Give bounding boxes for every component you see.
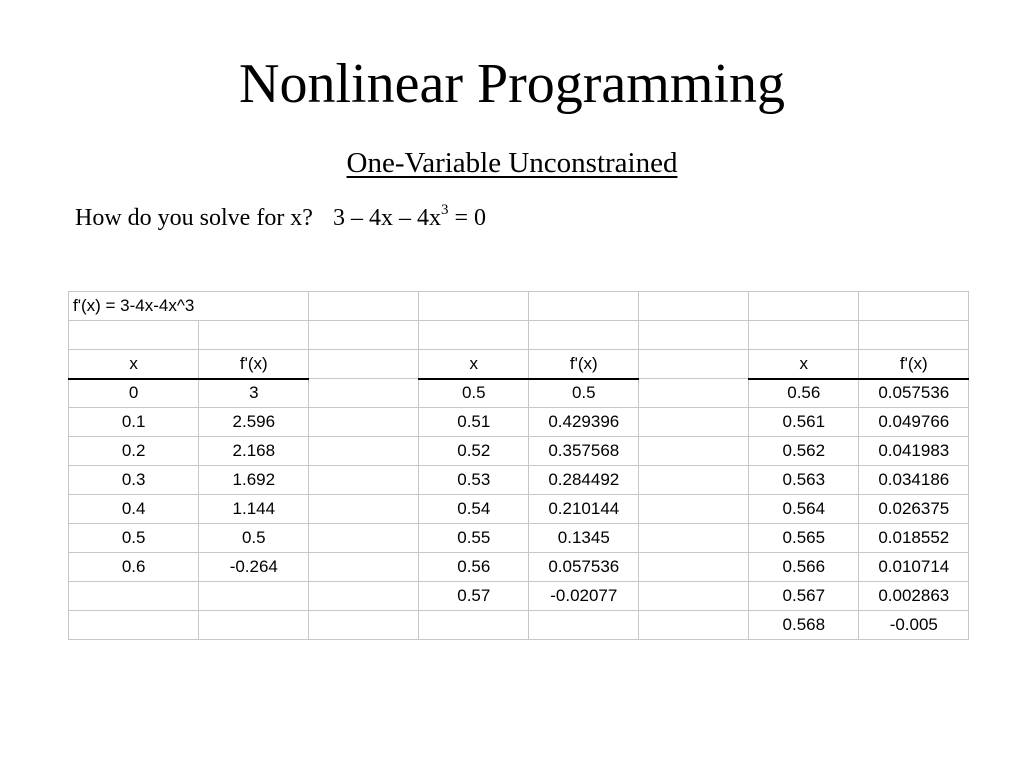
column-header-fx: f'(x) [529,350,639,379]
fx-value-cell: 0.357568 [529,437,639,466]
fx-value-cell: -0.005 [859,611,969,640]
fx-value-cell: 2.596 [199,408,309,437]
fx-value-cell: 0.034186 [859,466,969,495]
fx-value-cell: 1.692 [199,466,309,495]
column-header-x: x [749,350,859,379]
table-row [69,611,969,640]
fx-value-cell: 0.049766 [859,408,969,437]
empty-cell [309,437,419,466]
x-value-cell: 0.567 [749,582,859,611]
empty-cell [639,582,749,611]
empty-cell [419,292,529,321]
table-row [69,582,969,611]
x-value-cell: 0.4 [69,495,199,524]
fx-value-cell: 0.284492 [529,466,639,495]
fx-value-cell: 0.429396 [529,408,639,437]
empty-cell [309,524,419,553]
empty-cell [749,321,859,350]
table-row [69,292,969,321]
empty-cell [639,524,749,553]
empty-cell [639,321,749,350]
empty-cell [199,321,309,350]
table-row [69,321,969,350]
x-value-cell: 0.1 [69,408,199,437]
empty-cell [639,466,749,495]
x-value-cell: 0.56 [749,379,859,408]
empty-cell [309,292,419,321]
x-value-cell: 0.57 [419,582,529,611]
empty-cell [529,321,639,350]
x-value-cell: 0.564 [749,495,859,524]
table-row [69,524,969,553]
x-value-cell: 0.5 [69,524,199,553]
x-value-cell: 0.2 [69,437,199,466]
empty-cell [309,379,419,408]
empty-cell [199,292,309,321]
equation-prefix: 3 – 4x – 4x [332,205,441,231]
column-header-x: x [69,350,199,379]
x-value-cell: 0.52 [419,437,529,466]
fx-value-cell [529,611,639,640]
fx-value-cell [199,611,309,640]
x-value-cell: 0.562 [749,437,859,466]
formula-label: f'(x) = 3-4x-4x^3 [69,292,199,321]
empty-cell [309,321,419,350]
empty-cell [419,321,529,350]
empty-cell [309,350,419,379]
fx-value-cell: 0.057536 [859,379,969,408]
x-value-cell: 0.565 [749,524,859,553]
x-value-cell: 0.6 [69,553,199,582]
empty-cell [639,350,749,379]
equation [332,202,487,231]
x-value-cell: 0.3 [69,466,199,495]
x-value-cell: 0.561 [749,408,859,437]
fx-value-cell: 0.210144 [529,495,639,524]
x-value-cell [69,611,199,640]
x-value-cell: 0 [69,379,199,408]
empty-cell [309,611,419,640]
table-row [69,437,969,466]
empty-cell [309,553,419,582]
fx-value-cell: 0.026375 [859,495,969,524]
fx-value-cell: 0.5 [199,524,309,553]
fx-value-cell: 0.010714 [859,553,969,582]
x-value-cell [419,611,529,640]
fx-value-cell: 0.057536 [529,553,639,582]
empty-cell [749,292,859,321]
header-row [69,350,969,379]
fx-value-cell [199,582,309,611]
x-value-cell: 0.56 [419,553,529,582]
fx-value-cell: 0.041983 [859,437,969,466]
equation-suffix: = 0 [448,205,487,231]
fx-value-cell: 2.168 [199,437,309,466]
x-value-cell: 0.55 [419,524,529,553]
empty-cell [639,408,749,437]
empty-cell [859,321,969,350]
empty-cell [639,495,749,524]
empty-cell [529,292,639,321]
table-row [69,495,969,524]
x-value-cell [69,582,199,611]
fx-value-cell: -0.264 [199,553,309,582]
table-row [69,553,969,582]
fx-value-cell: 0.002863 [859,582,969,611]
fx-value-cell: 0.5 [529,379,639,408]
question-line [75,201,486,235]
empty-cell [639,437,749,466]
table-row [69,466,969,495]
empty-cell [309,408,419,437]
empty-cell [859,292,969,321]
derivative-table [68,291,969,640]
x-value-cell: 0.563 [749,466,859,495]
question-text: How do you solve for x? [75,205,313,231]
fx-value-cell: 0.1345 [529,524,639,553]
fx-value-cell: 1.144 [199,495,309,524]
fx-value-cell: -0.02077 [529,582,639,611]
empty-cell [309,582,419,611]
empty-cell [69,321,199,350]
x-value-cell: 0.566 [749,553,859,582]
x-value-cell: 0.51 [419,408,529,437]
fx-value-cell: 3 [199,379,309,408]
x-value-cell: 0.5 [419,379,529,408]
x-value-cell: 0.54 [419,495,529,524]
column-header-fx: f'(x) [199,350,309,379]
slide-subtitle: One-Variable Unconstrained [346,147,678,179]
empty-cell [309,495,419,524]
empty-cell [309,466,419,495]
table-row [69,379,969,408]
empty-cell [639,553,749,582]
fx-value-cell: 0.018552 [859,524,969,553]
equation-exponent: 3 [440,202,449,218]
slide-title: Nonlinear Programming [239,53,785,115]
empty-cell [639,379,749,408]
empty-cell [639,292,749,321]
column-header-x: x [419,350,529,379]
x-value-cell: 0.568 [749,611,859,640]
empty-cell [639,611,749,640]
table-row [69,408,969,437]
x-value-cell: 0.53 [419,466,529,495]
column-header-fx: f'(x) [859,350,969,379]
